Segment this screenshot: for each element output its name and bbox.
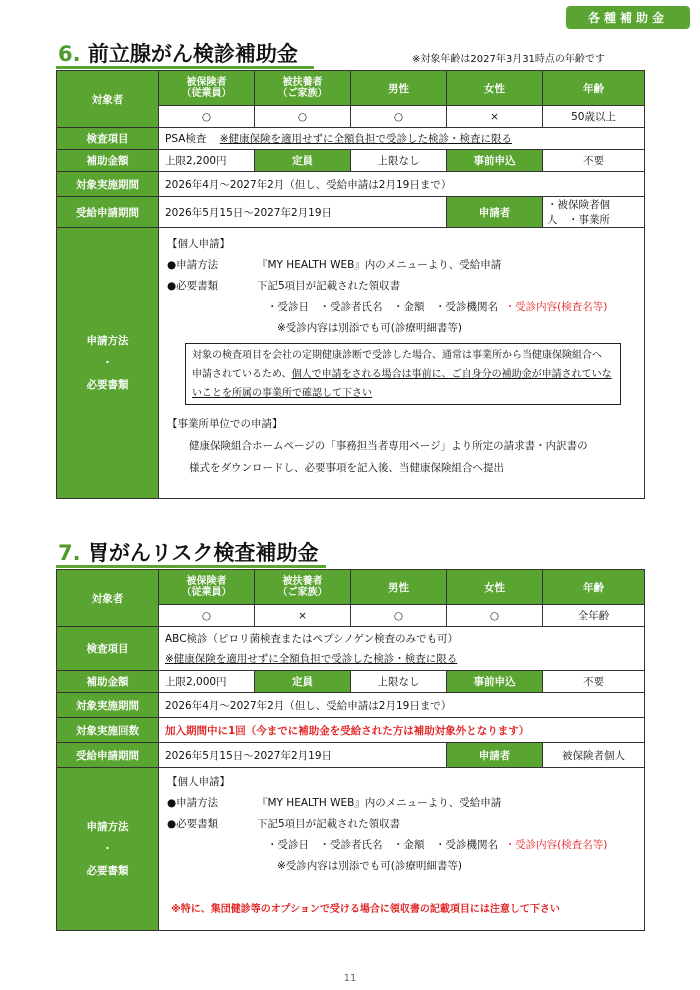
val-insured: ○ xyxy=(159,605,255,627)
personal-heading: 【個人申請】 xyxy=(167,238,230,250)
section-7-underline xyxy=(56,565,326,568)
applicant-value: ・被保険者個人 ・事業所 xyxy=(543,197,645,228)
docs-val: 下記5項目が記載された領収書 xyxy=(257,280,401,292)
exam-label: 検査項目 xyxy=(57,128,159,150)
exam-note: ※健康保険を適用せずに全額負担で受診した検診・検査に限る xyxy=(165,652,458,665)
amount-label: 補助金額 xyxy=(57,671,159,693)
pre-registration-value: 不要 xyxy=(543,671,645,693)
category-tag: 各種補助金 xyxy=(566,6,690,29)
method-label: 申請方法 ・ 必要書類 xyxy=(57,228,159,499)
office-line-1: 健康保険組合ホームページの「事務担当者専用ページ」より所定の請求書・内訳書の xyxy=(189,440,588,452)
apply-period-label: 受給申請期間 xyxy=(57,197,159,228)
col-dependent: 被扶養者 （ご家族） xyxy=(255,570,351,605)
section-7-title-text: 胃がんリスク検査補助金 xyxy=(87,541,319,565)
docs-key: ●必要書類 xyxy=(167,818,219,830)
method-val: 『MY HEALTH WEB』内のメニューより、受給申請 xyxy=(257,797,502,809)
section-6-title-text: 前立腺がん検診補助金 xyxy=(87,42,298,66)
val-age: 全年齢 xyxy=(543,605,645,627)
applicant-label: 申請者 xyxy=(447,743,543,768)
personal-heading: 【個人申請】 xyxy=(167,776,230,788)
notice-box xyxy=(185,343,621,405)
amount-label: 補助金額 xyxy=(57,150,159,172)
col-male: 男性 xyxy=(351,570,447,605)
notice-line-2: 申請されているため、個人で申請をされる場合は事前に、ご自身分の補助金が申請されていな xyxy=(192,369,612,380)
exam-name: PSA検査 xyxy=(165,133,207,145)
period-value: 2026年4月～2027年2月（但し、受給申請は2月19日まで） xyxy=(159,693,645,718)
pre-registration-value: 不要 xyxy=(543,150,645,172)
period-label: 対象実施期間 xyxy=(57,693,159,718)
count-value: 加入期間中に1回（今までに補助金を受給された方は補助対象外となります） xyxy=(159,718,645,743)
age-note: ※対象年齢は2027年3月31時点の年齢です xyxy=(412,54,605,65)
count-label: 対象実施回数 xyxy=(57,718,159,743)
docs-val: 下記5項目が記載された領収書 xyxy=(257,818,401,830)
col-female: 女性 xyxy=(447,71,543,106)
val-dependent: × xyxy=(255,605,351,627)
docs-sub-note: ※受診内容は別添でも可(診療明細書等) xyxy=(277,860,462,872)
col-age: 年齢 xyxy=(543,71,645,106)
capacity-label: 定員 xyxy=(255,150,351,172)
docs-key: ●必要書類 xyxy=(167,280,219,292)
docs-items: ・受診日 ・受診者氏名 ・金額 ・受診機関名 ・受診内容(検査名等) xyxy=(267,839,608,851)
docs-sub-note: ※受診内容は別添でも可(診療明細書等) xyxy=(277,322,462,334)
office-line-2: 様式をダウンロードし、必要事項を記入後、当健康保険組合へ提出 xyxy=(189,462,504,474)
val-insured: ○ xyxy=(159,106,255,128)
apply-period-value: 2026年5月15日～2027年2月19日 xyxy=(159,197,447,228)
section-6-number: 6. xyxy=(58,42,81,66)
col-age: 年齢 xyxy=(543,570,645,605)
col-dependent: 被扶養者 （ご家族） xyxy=(255,71,351,106)
exam-note: ※健康保険を適用せずに全額負担で受診した検診・検査に限る xyxy=(219,133,513,145)
capacity-value: 上限なし xyxy=(351,150,447,172)
section-6-underline xyxy=(56,66,314,69)
section-7-title xyxy=(58,537,319,567)
pre-registration-label: 事前申込 xyxy=(447,150,543,172)
section-6-title xyxy=(58,38,298,68)
pre-registration-label: 事前申込 xyxy=(447,671,543,693)
col-insured: 被保険者 （従業員） xyxy=(159,570,255,605)
method-key: ●申請方法 xyxy=(167,797,219,809)
amount-value: 上限2,200円 xyxy=(159,150,255,172)
method-content xyxy=(159,228,645,499)
warning-note: ※特に、集団健診等のオプションで受ける場合に領収書の記載項目には注意して下さい xyxy=(171,904,560,915)
docs-items: ・受診日 ・受診者氏名 ・金額 ・受診機関名 ・受診内容(検査名等) xyxy=(267,301,608,313)
apply-period-value: 2026年5月15日～2027年2月19日 xyxy=(159,743,447,768)
notice-line-1: 対象の検査項目を会社の定期健康診断で受診した場合、通常は事業所から当健康保険組合へ xyxy=(192,350,602,361)
col-male: 男性 xyxy=(351,71,447,106)
section-7-number: 7. xyxy=(58,541,81,565)
period-label: 対象実施期間 xyxy=(57,172,159,197)
apply-period-label: 受給申請期間 xyxy=(57,743,159,768)
val-age: 50歳以上 xyxy=(543,106,645,128)
page-number: 11 xyxy=(343,973,357,984)
section-7-table xyxy=(56,569,645,931)
method-key: ●申請方法 xyxy=(167,259,219,271)
val-dependent: ○ xyxy=(255,106,351,128)
applicant-value: 被保険者個人 xyxy=(543,743,645,768)
section-6-table xyxy=(56,70,645,499)
col-female: 女性 xyxy=(447,570,543,605)
capacity-value: 上限なし xyxy=(351,671,447,693)
val-female: ○ xyxy=(447,605,543,627)
period-value: 2026年4月～2027年2月（但し、受給申請は2月19日まで） xyxy=(159,172,645,197)
applicant-label: 申請者 xyxy=(447,197,543,228)
method-label: 申請方法 ・ 必要書類 xyxy=(57,768,159,931)
col-insured: 被保険者 （従業員） xyxy=(159,71,255,106)
target-label: 対象者 xyxy=(57,570,159,627)
exam-name: ABC検診（ピロリ菌検査またはペプシノゲン検査のみでも可） xyxy=(165,632,459,645)
target-label: 対象者 xyxy=(57,71,159,128)
val-male: ○ xyxy=(351,106,447,128)
office-heading: 【事業所単位での申請】 xyxy=(167,418,283,430)
val-female: × xyxy=(447,106,543,128)
method-val: 『MY HEALTH WEB』内のメニューより、受給申請 xyxy=(257,259,502,271)
notice-line-3: いことを所属の事業所で確認して下さい xyxy=(192,388,372,399)
exam-value xyxy=(159,627,645,671)
method-content xyxy=(159,768,645,931)
val-male: ○ xyxy=(351,605,447,627)
exam-label: 検査項目 xyxy=(57,627,159,671)
capacity-label: 定員 xyxy=(255,671,351,693)
amount-value: 上限2,000円 xyxy=(159,671,255,693)
exam-value xyxy=(159,128,645,150)
